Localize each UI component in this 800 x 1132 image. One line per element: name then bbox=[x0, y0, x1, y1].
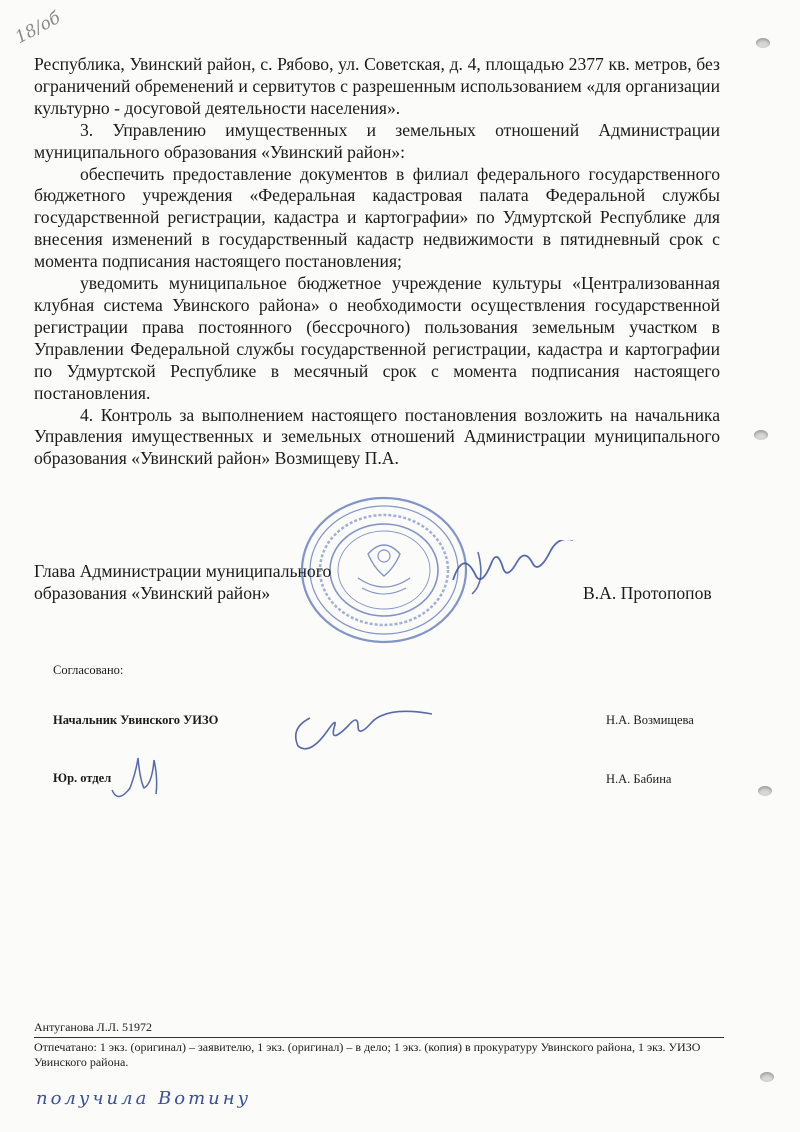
approval-legal-name: Н.А. Бабина bbox=[606, 772, 672, 786]
punch-hole-top bbox=[756, 38, 770, 48]
footer-handwritten-note: получила Вотину bbox=[36, 1088, 252, 1109]
document-body bbox=[34, 54, 720, 470]
approval-legal-label: Юр. отдел bbox=[53, 771, 112, 785]
corner-handwritten-mark bbox=[12, 7, 64, 49]
paragraph-item-3: 3. Управлению имущественных и земельных отношений Администрации муниципального образования «Увинский район»: bbox=[34, 119, 720, 162]
approval-uizo-label: Начальник Увинского УИЗО bbox=[53, 713, 219, 727]
punch-hole-lower bbox=[758, 786, 772, 796]
punch-hole-middle bbox=[754, 430, 768, 440]
approvals-heading: Согласовано: bbox=[53, 663, 124, 677]
footer-author: Антуганова Л.Л. 51972 bbox=[34, 1020, 152, 1034]
punch-hole-bottom bbox=[760, 1072, 774, 1082]
paragraph-provide-documents: обеспечить предоставление документов в филиал федерального государственного бюджетного учреждения «Федеральная кадастровая палата Федеральной службы государственной регистрации, кадастра и картографии» по Удмуртской Республике для внесения изменений в государственный кадастр недвижимости в пятидневный срок с момента подписания настоящего постановления; bbox=[34, 163, 720, 272]
head-name: В.А. Протопопов bbox=[583, 583, 712, 603]
paragraph-item-4: 4. Контроль за выполнением настоящего постановления возложить на начальника Управления имущественных и земельных отношений Администрации муниципального образования «Увинский район» Возмищеву П.А. bbox=[34, 404, 720, 469]
head-title bbox=[34, 560, 331, 604]
uizo-signature-scribble bbox=[288, 698, 438, 756]
paragraph-notify: уведомить муниципальное бюджетное учреждение культуры «Централизованная клубная система Увинского района» о необходимости осуществления государственной регистрации права постоянного (бессрочного) пользования земельным участком в Управлении Федеральной службы государственной регистрации, кадастра и картографии по Удмуртской Республике в месячный срок с момента подписания настоящего постановления. bbox=[34, 273, 720, 403]
footer-distribution: Отпечатано: 1 экз. (оригинал) – заявителю, 1 экз. (оригинал) – в дело; 1 экз. (копия) в прокуратуру Увинского района, 1 экз. УИЗО Увинского района. bbox=[34, 1040, 701, 1069]
head-title-line2: образования «Увинский район» bbox=[34, 583, 271, 603]
corner-mark-text: 18/об bbox=[12, 7, 64, 49]
head-title-line1: Глава Администрации муниципального bbox=[34, 561, 332, 581]
paragraph-address: Республика, Увинский район, с. Рябово, ул. Советская, д. 4, площадью 2377 кв. метров, без ограничений обременений и сервитутов с разрешенным использованием «для организации культурно - досуговой деятельности населения». bbox=[34, 54, 720, 118]
footer-divider bbox=[34, 1037, 724, 1038]
head-signature-scribble bbox=[448, 540, 578, 600]
legal-signature-scribble bbox=[104, 750, 164, 808]
approval-uizo-name: Н.А. Возмищева bbox=[606, 713, 694, 727]
